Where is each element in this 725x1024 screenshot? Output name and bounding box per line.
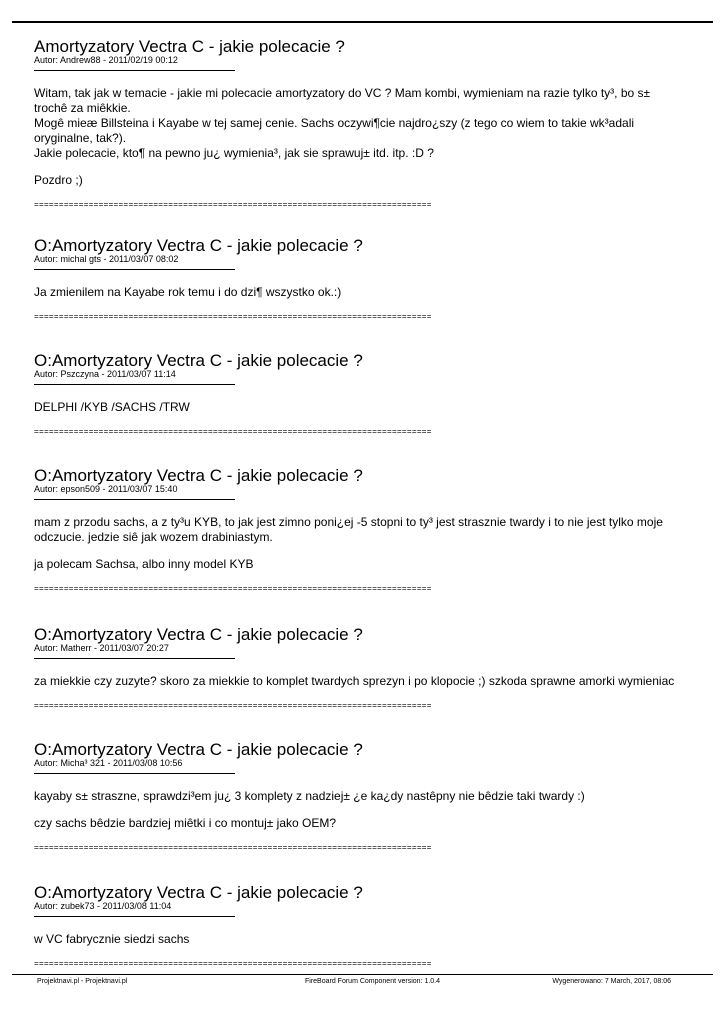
- post-title: Amortyzatory Vectra C - jakie polecacie ?: [34, 37, 345, 56]
- post-author-meta: Autor: zubek73 - 2011/03/08 11:04: [34, 901, 172, 911]
- meta-divider: [34, 773, 235, 774]
- post-body: [34, 932, 684, 947]
- footer-rule: [12, 974, 713, 975]
- post-paragraph: kayaby s± straszne, sprawdzi³em ju¿ 3 komplety z nadziej± ¿e ka¿dy nastêpny nie bêdzie taki twardy :): [34, 789, 585, 803]
- post-body: [34, 515, 684, 572]
- forum-post: [34, 884, 694, 968]
- meta-divider: [34, 384, 235, 385]
- post-paragraph: DELPHI /KYB /SACHS /TRW: [34, 400, 190, 414]
- meta-divider: [34, 269, 235, 270]
- post-paragraph: czy sachs bêdzie bardziej miêtki i co montuj± jako OEM?: [34, 816, 337, 830]
- meta-divider: [34, 916, 235, 917]
- forum-post: [34, 467, 694, 593]
- post-author-meta: Autor: Micha³ 321 - 2011/03/08 10:56: [34, 758, 183, 768]
- post-title: O:Amortyzatory Vectra C - jakie polecacie ?: [34, 883, 363, 902]
- footer-generated-date: Wygenerowano: 7 March, 2017, 08:06: [552, 978, 671, 985]
- meta-divider: [34, 658, 235, 659]
- post-paragraph: Ja zmienilem na Kayabe rok temu i do dzi¶ wszystko ok.:): [34, 285, 342, 299]
- post-separator: ================================================================================: [34, 584, 432, 593]
- post-paragraph: mam z przodu sachs, a z ty³u KYB, to jak jest zimno poni¿ej -5 stopni to ty³ jest strasznie twardy i to nie jest tylko moje odczucie. jedzie siê jak wozem drabiniastym.: [34, 515, 667, 544]
- post-body: [34, 789, 684, 831]
- meta-divider: [34, 499, 235, 500]
- post-body: [34, 86, 684, 188]
- post-body: [34, 285, 684, 300]
- post-separator: ================================================================================: [34, 843, 432, 852]
- post-author-meta: Autor: Pszczyna - 2011/03/07 11:14: [34, 369, 176, 379]
- post-paragraph: w VC fabrycznie siedzi sachs: [34, 932, 190, 946]
- forum-post: [34, 38, 694, 209]
- forum-post: [34, 626, 694, 710]
- post-paragraph: ja polecam Sachsa, albo inny model KYB: [34, 557, 254, 571]
- post-author-meta: Autor: epson509 - 2011/03/07 15:40: [34, 484, 178, 494]
- post-author-meta: Autor: Andrew88 - 2011/02/19 00:12: [34, 55, 178, 65]
- post-title: O:Amortyzatory Vectra C - jakie polecacie ?: [34, 740, 363, 759]
- forum-post: [34, 352, 694, 436]
- forum-post: [34, 741, 694, 852]
- post-paragraph: Pozdro ;): [34, 173, 83, 187]
- post-author-meta: Autor: michal gts - 2011/03/07 08:02: [34, 254, 179, 264]
- post-title: O:Amortyzatory Vectra C - jakie polecacie ?: [34, 466, 363, 485]
- forum-post: [34, 237, 694, 321]
- footer-component-version: FireBoard Forum Component version: 1.0.4: [305, 978, 441, 985]
- post-paragraph: Witam, tak jak w temacie - jakie mi polecacie amortyzatory do VC ? Mam kombi, wymieniam na razie tylko ty³, bo s± trochê za miêkkie. Mogê mieæ Billsteina i Kayabe w tej samej cenie. Sachs oczywi¶cie najdro¿szy (z tego co wiem to takie wk³adali oryginalne, tak?). Jakie polecacie, kto¶ na pewno ju¿ wymienia³, jak sie sprawuj± itd. itp. :D ?: [34, 86, 651, 160]
- post-title: O:Amortyzatory Vectra C - jakie polecacie ?: [34, 625, 363, 644]
- post-body: [34, 400, 684, 415]
- top-rule: [12, 21, 713, 23]
- page-footer: [0, 976, 725, 990]
- meta-divider: [34, 70, 235, 71]
- post-title: O:Amortyzatory Vectra C - jakie polecacie ?: [34, 351, 363, 370]
- post-separator: ================================================================================: [34, 427, 432, 436]
- footer-site: Projektnavi.pl - Projektnavi.pl: [37, 978, 128, 985]
- post-separator: ================================================================================: [34, 200, 432, 209]
- post-title: O:Amortyzatory Vectra C - jakie polecacie ?: [34, 236, 363, 255]
- post-separator: ================================================================================: [34, 701, 432, 710]
- post-separator: ================================================================================: [34, 959, 432, 968]
- post-paragraph: za miekkie czy zuzyte? skoro za miekkie to komplet twardych sprezyn i po klopocie ;) szkoda sprawne amorki wymieniac: [34, 674, 675, 688]
- post-separator: ================================================================================: [34, 312, 432, 321]
- post-author-meta: Autor: Matherr - 2011/03/07 20:27: [34, 643, 169, 653]
- post-body: [34, 674, 684, 689]
